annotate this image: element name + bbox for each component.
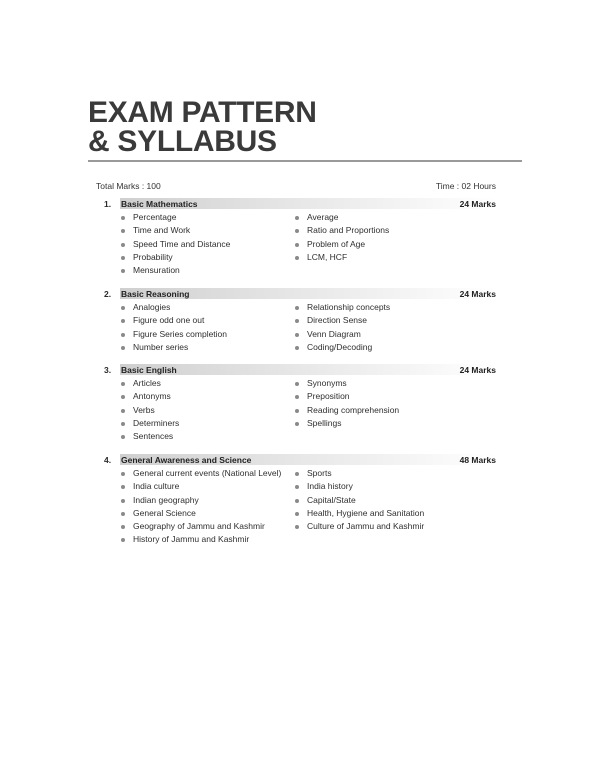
list-item: Figure odd one out bbox=[120, 314, 294, 327]
topic-list-left bbox=[120, 377, 294, 443]
list-item: Sports bbox=[294, 467, 494, 480]
list-item: LCM, HCF bbox=[294, 251, 494, 264]
list-item: Verbs bbox=[120, 404, 294, 417]
topic-list-left bbox=[120, 301, 294, 354]
list-item: Coding/Decoding bbox=[294, 341, 494, 354]
list-item: Percentage bbox=[120, 211, 294, 224]
list-item: India history bbox=[294, 480, 494, 493]
section-title-bar bbox=[120, 198, 496, 209]
topic-list-right bbox=[294, 301, 494, 354]
list-item: Number series bbox=[120, 341, 294, 354]
section-header bbox=[96, 198, 496, 209]
section-number: 2. bbox=[104, 288, 112, 299]
list-item: India culture bbox=[120, 480, 294, 493]
list-item: Probability bbox=[120, 251, 294, 264]
list-item: Analogies bbox=[120, 301, 294, 314]
section-title-bar bbox=[120, 288, 496, 299]
list-item: Reading comprehension bbox=[294, 404, 494, 417]
section-marks: 48 Marks bbox=[459, 454, 496, 465]
section-title-bar bbox=[120, 454, 496, 465]
section-marks: 24 Marks bbox=[459, 198, 496, 209]
list-item: Spellings bbox=[294, 417, 494, 430]
topic-list-right bbox=[294, 467, 494, 547]
list-item: Figure Series completion bbox=[120, 328, 294, 341]
list-item: Indian geography bbox=[120, 494, 294, 507]
section-basic-english bbox=[96, 364, 496, 443]
list-item: Time and Work bbox=[120, 224, 294, 237]
list-item: Venn Diagram bbox=[294, 328, 494, 341]
list-item: General current events (National Level) bbox=[120, 467, 294, 480]
section-title: Basic English bbox=[121, 364, 177, 375]
list-item: Sentences bbox=[120, 430, 294, 443]
section-number: 3. bbox=[104, 364, 112, 375]
list-item: Health, Hygiene and Sanitation bbox=[294, 507, 494, 520]
list-item: Geography of Jammu and Kashmir bbox=[120, 520, 294, 533]
section-basic-mathematics bbox=[96, 198, 496, 277]
list-item: Mensuration bbox=[120, 264, 294, 277]
exam-meta bbox=[96, 181, 496, 191]
list-item: Preposition bbox=[294, 390, 494, 403]
list-item: Direction Sense bbox=[294, 314, 494, 327]
list-item: Relationship concepts bbox=[294, 301, 494, 314]
section-title: General Awareness and Science bbox=[121, 454, 252, 465]
section-title: Basic Mathematics bbox=[121, 198, 198, 209]
section-number: 1. bbox=[104, 198, 112, 209]
list-item: Ratio and Proportions bbox=[294, 224, 494, 237]
list-item: Antonyms bbox=[120, 390, 294, 403]
total-marks: Total Marks : 100 bbox=[96, 181, 161, 191]
topic-list-right bbox=[294, 377, 494, 443]
list-item: Speed Time and Distance bbox=[120, 238, 294, 251]
page-title bbox=[88, 98, 317, 156]
section-general-awareness-and-science bbox=[96, 454, 496, 547]
section-title-bar bbox=[120, 364, 496, 375]
list-item: Determiners bbox=[120, 417, 294, 430]
title-divider bbox=[88, 160, 522, 162]
topic-list-left bbox=[120, 211, 294, 277]
section-number: 4. bbox=[104, 454, 112, 465]
list-item: General Science bbox=[120, 507, 294, 520]
section-marks: 24 Marks bbox=[459, 364, 496, 375]
topic-list-right bbox=[294, 211, 494, 277]
syllabus-sections bbox=[96, 198, 496, 545]
topic-list-left bbox=[120, 467, 294, 547]
list-item: Synonyms bbox=[294, 377, 494, 390]
list-item: Capital/State bbox=[294, 494, 494, 507]
list-item: Average bbox=[294, 211, 494, 224]
list-item: Culture of Jammu and Kashmir bbox=[294, 520, 494, 533]
list-item: Articles bbox=[120, 377, 294, 390]
page-title-line-1: EXAM PATTERN bbox=[88, 96, 317, 129]
list-item: History of Jammu and Kashmir bbox=[120, 533, 294, 546]
section-title: Basic Reasoning bbox=[121, 288, 190, 299]
list-item: Problem of Age bbox=[294, 238, 494, 251]
section-header bbox=[96, 454, 496, 465]
section-header bbox=[96, 364, 496, 375]
section-basic-reasoning bbox=[96, 288, 496, 354]
section-marks: 24 Marks bbox=[459, 288, 496, 299]
section-header bbox=[96, 288, 496, 299]
page-title-line-2: & SYLLABUS bbox=[88, 125, 277, 158]
exam-time: Time : 02 Hours bbox=[435, 181, 496, 191]
